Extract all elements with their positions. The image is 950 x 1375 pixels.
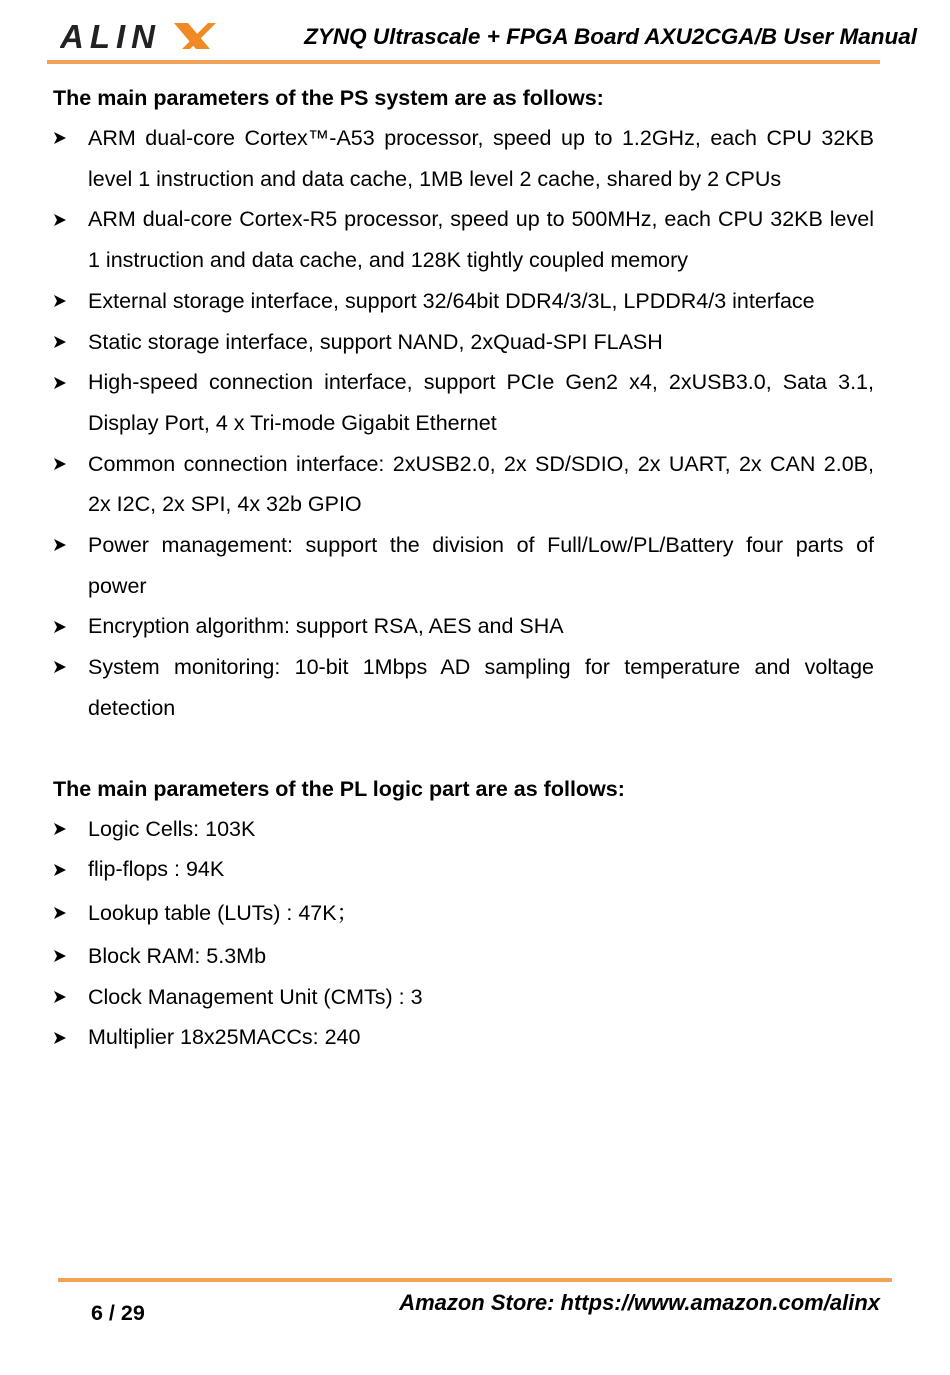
pl-section-title: The main parameters of the PL logic part are as follows:: [53, 776, 625, 801]
arrowhead-bullet-icon: [53, 525, 75, 566]
arrowhead-bullet-icon: [53, 281, 75, 322]
alinx-logo-mark: [60, 19, 216, 53]
manual-title: ZYNQ Ultrascale + FPGA Board AXU2CGA/B User Manual: [304, 24, 917, 49]
list-item: Logic Cells: 103K: [53, 809, 874, 850]
list-item: Lookup table (LUTs) : 47K；: [53, 890, 874, 936]
arrowhead-bullet-icon: [53, 849, 75, 890]
document-body: [53, 78, 874, 1058]
page-header: [0, 0, 950, 70]
list-item: Clock Management Unit (CMTs) : 3: [53, 977, 874, 1018]
arrowhead-bullet-icon: [53, 362, 75, 403]
list-item: High-speed connection interface, support PCIe Gen2 x4, 2xUSB3.0, Sata 3.1, Display Port, 4 x Tri-mode Gigabit Ethernet: [53, 362, 874, 443]
store-link-text: Amazon Store: https://www.amazon.com/alinx: [399, 1290, 880, 1315]
arrowhead-bullet-icon: [53, 890, 75, 936]
arrowhead-bullet-icon: [53, 977, 75, 1018]
list-item: Common connection interface: 2xUSB2.0, 2x SD/SDIO, 2x UART, 2x CAN 2.0B, 2x I2C, 2x SPI, 4x 32b GPIO: [53, 444, 874, 525]
ps-section-title: The main parameters of the PS system are as follows:: [53, 86, 604, 110]
page-number: 6 / 29: [91, 1301, 145, 1325]
list-item: Multiplier 18x25MACCs: 240: [53, 1017, 874, 1058]
header-divider: [47, 60, 880, 64]
arrowhead-bullet-icon: [53, 936, 75, 977]
list-item: Power management: support the division of Full/Low/PL/Battery four parts of power: [53, 525, 874, 606]
list-item: Static storage interface, support NAND, 2xQuad-SPI FLASH: [53, 322, 874, 363]
list-item: flip-flops : 94K: [53, 849, 874, 890]
list-item: ARM dual-core Cortex™-A53 processor, speed up to 1.2GHz, each CPU 32KB level 1 instruction and data cache, 1MB level 2 cache, shared by 2 CPUs: [53, 118, 874, 199]
arrowhead-bullet-icon: [53, 199, 75, 240]
svg-text:ALIN: ALIN: [60, 19, 161, 53]
section-spacer: [53, 729, 874, 769]
ps-parameter-list: [53, 118, 874, 729]
arrowhead-bullet-icon: [53, 1017, 75, 1058]
list-item: Block RAM: 5.3Mb: [53, 936, 874, 977]
arrowhead-bullet-icon: [53, 322, 75, 363]
list-item: Encryption algorithm: support RSA, AES and SHA: [53, 606, 874, 647]
arrowhead-bullet-icon: [53, 444, 75, 485]
pl-parameter-list: [53, 809, 874, 1059]
list-item: System monitoring: 10-bit 1Mbps AD sampling for temperature and voltage detection: [53, 647, 874, 728]
arrowhead-bullet-icon: [53, 647, 75, 688]
arrowhead-bullet-icon: [53, 606, 75, 647]
list-item: External storage interface, support 32/64bit DDR4/3/3L, LPDDR4/3 interface: [53, 281, 874, 322]
arrowhead-bullet-icon: [53, 118, 75, 159]
alinx-logo: [60, 18, 216, 54]
arrowhead-bullet-icon: [53, 809, 75, 850]
list-item: ARM dual-core Cortex-R5 processor, speed up to 500MHz, each CPU 32KB level 1 instruction and data cache, and 128K tightly coupled memory: [53, 199, 874, 280]
footer-divider: [58, 1278, 892, 1282]
